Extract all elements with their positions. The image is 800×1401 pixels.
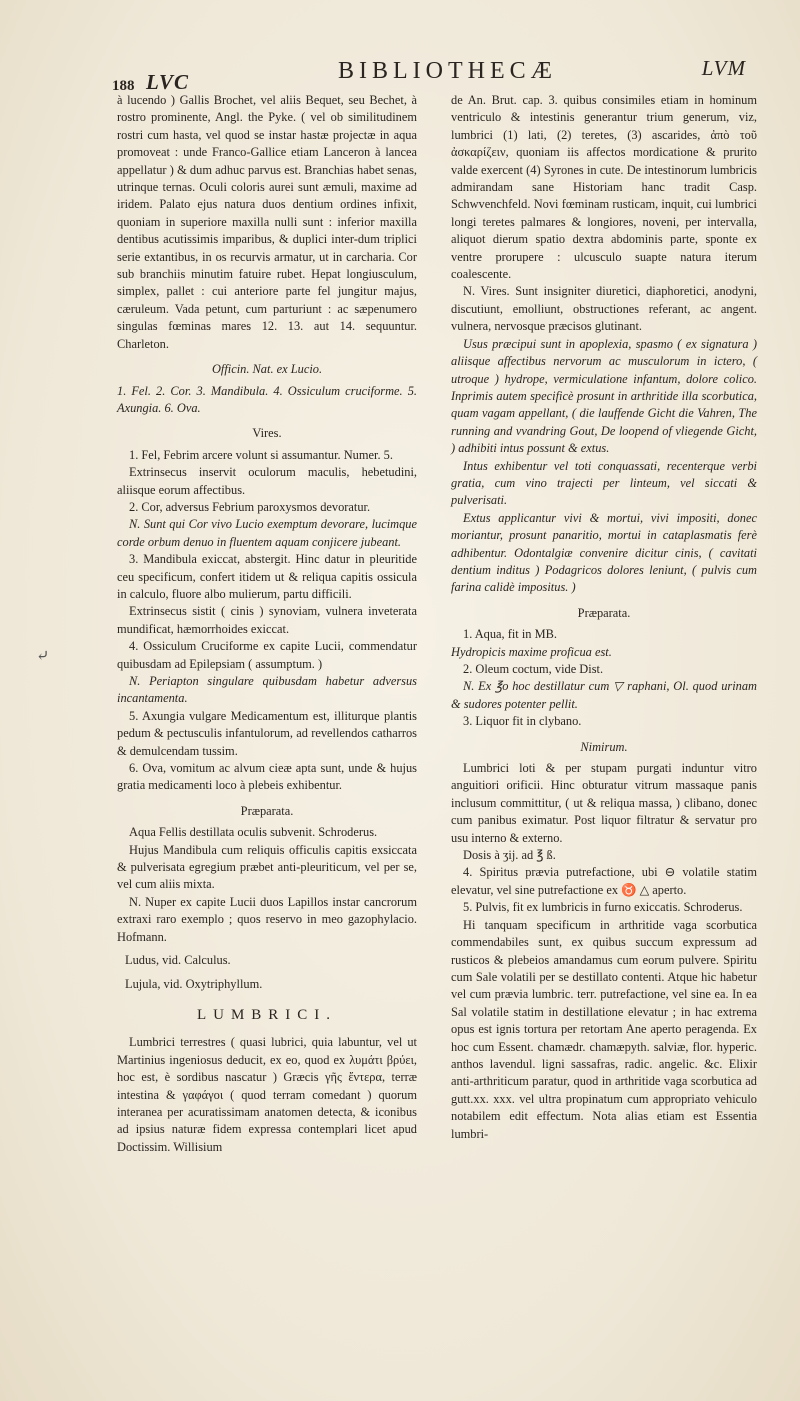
vires-note: N. Sunt qui Cor vivo Lucio exemptum devorare, lucimque corde orbum denuo in fluentem aquam conjicere jubeant. <box>117 517 417 549</box>
vires-item: Extrinsecus sistit ( cinis ) synoviam, vulnera inveterata mundificat, hæmorrhoides exiccat. <box>117 604 417 636</box>
praeparata-item: 4. Spiritus prævia putrefactione, ubi ⊖ volatile statim elevatur, vel sine putrefactione ex ♉ △ aperto. <box>451 865 757 897</box>
officina-list: 1. Fel. 2. Cor. 3. Mandibula. 4. Ossiculum cruciforme. 5. Axungia. 6. Ova. <box>117 383 417 415</box>
pike-description: à lucendo ) Gallis Brochet, vel aliis Bequet, seu Bechet, à rostro prominente, Angl. the Pyke. ( vel ob similitudinem rostri cum hasta, vel quod se instar hastæ projectæ in aqua promoveat : unde Franco-Gallice etiam Lanceron à lancea appellatur ) & dum adhuc parvus est. Branchias habet senas, utrinque ternas. Oculi coloris aurei sunt æmuli, maxime ad iridem. Palato ejus natura duos dentium ordines infixit, quoniam in superiore maxilla nulli sunt : inferior maxilla dentibus acutissimis imparibus, & duplici inter-dum triplici serie extantibus, in os recurvis armatur, ut in carcharia. Cor sub branchiis minutim fatuire rubet. Hepat longiusculum, simplex, pallet : cui anteriore parte fel jungitur majus, cæruleum. Vada petunt, cum parturiunt : ac sæpenumero singulas fœminas mares 12. 13. aut 14. sequuntur. Charleton. <box>117 93 417 351</box>
praeparata-item: Aqua Fellis destillata oculis subvenit. Schroderus. <box>129 825 378 840</box>
praeparata-heading: Præparata. <box>240 803 294 818</box>
praeparata-note: N. Nuper ex capite Lucii duos Lapillos instar cancrorum extraxi raro exemplo ; quos reservo in meo gazophylacio. Hofmann. <box>117 894 417 944</box>
praeparata-heading: Præparata. <box>577 605 631 620</box>
intus-paragraph: Intus exhibentur vel toti conquassati, recenterque verbi gratia, cum vino trajecti per linteum, vel siccati & pulverisati. <box>451 458 757 508</box>
usus-paragraph: Usus præcipui sunt in apoplexia, spasmo ( ex signatura ) aliisque affectibus nervorum ac musculorum in ictero, ( utroque ) hydrope, vermiculatione infantum, dolore colico. Inprimis autem specificè prosunt in arthritide illa scorbutica, quam vagam appellant, ( die lauffende Gicht die Vahren, The running and vvandring Gout, De loopend of vliegende Gicht, ) adhibiti intus possunt & extus. <box>451 336 757 456</box>
praeparata-item: 1. Aqua, fit in MB. <box>463 627 557 642</box>
vires-item: 3. Mandibula exiccat, abstergit. Hinc datur in pleuritide ceu specificum, confert itidem ut & reliqua capitis ossicula in calculo, fluore albo mulierum, partu difficili. <box>117 552 417 601</box>
praeparata-item: Hujus Mandibula cum reliquis officulis capitis exsiccata & pulverisata egregium præbet anti-pleuriticum, vel per se, vel cum aliis mixta. <box>117 842 417 892</box>
vires-item: 4. Ossiculum Cruciforme ex capite Lucii, commendatur quibusdam ad Epilepsiam ( assumptum. ) <box>117 639 417 671</box>
vires-item: 1. Fel, Febrim arcere volunt si assumantur. Numer. 5. <box>129 447 393 462</box>
right-column <box>451 92 757 1143</box>
closing-paragraph: Hi tanquam specificum in arthritide vaga scorbutica commendabiles sunt, ex quibus succum expressum ad rusticos & plebeios amandamus cum eorum pulvere. Spiritu cum Sale volatili per se destillato contenti. Atque hic habetur vel cum prævia lumbric. terr. putrefactione, vel sine ea. In ea Sal volatile statim in destillatione elevatur ; in hac extrema opus est ignis tortura per retortam Ane aperto peragenda. Ex hoc cum Essent. chamædr. chamæpyth. salviæ, flor. hyperic. anthos lavendul. ligni sassafras, radic. angelic. &c. Elixir anti-arthriticum paratur, quod in arthritide vaga scorbutica ad gutt.xx. xxx. vel ultra propinatum cum appropriato vehiculo notabilem edit effectum. Nota alias etiam est Essentia lumbri- <box>451 917 757 1141</box>
lumbrici-continued: de An. Brut. cap. 3. quibus consimiles etiam in hominum ventriculo & intestinis generantur trium generum, viz, lumbrici (1) lati, (2) teretes, (3) ascarides, ἀπὸ τοῦ ἀσκαρίζειν, quoniam iis affectos mordicatione & prurito valde exercent (4) Syrones in cute. De intestinorum lumbricis admirandam sane Historiam hanc tradit Casp. Schwvenchfeld. Novi fœminam rusticam, inquit, cui lumbrici longi teretes palmares & longiores, noveni, per intervalla, aliquot dierum spatio dextra abdominis parte, sponte ex ventre prorupere : ulcusculo suapte natura iterum coalescente. <box>451 93 757 282</box>
page-number: 188 <box>112 78 135 94</box>
praeparata-item: 3. Liquor fit in clybano. <box>463 714 582 729</box>
officina-heading: Officin. Nat. ex Lucio. <box>211 362 323 377</box>
running-head-left: LVC <box>146 70 190 94</box>
section-heading-lumbrici: LUMBRICI. <box>196 1006 338 1023</box>
margin-bookmark-icon: ⤶ <box>36 646 50 665</box>
cross-reference: Ludus, vid. Calculus. <box>125 953 231 968</box>
cross-reference: Lujula, vid. Oxytriphyllum. <box>125 976 263 991</box>
vires-item: 2. Cor, adversus Febrium paroxysmos devoratur. <box>129 499 371 514</box>
vires-item: 6. Ova, vomitum ac alvum cieæ apta sunt, unde & hujus gratia medicamenti loco à plebeis exhibentur. <box>117 761 417 793</box>
liquor-procedure: Lumbrici loti & per stupam purgati induntur vitro anguitiori orificii. Hinc obturatur vitrum massaque panis inclusum committitur, ( ut & reliqua massa, ) clibano, donec cum panibus eximatur. Post liquor filtratur & servatur pro usu interno & externo. <box>451 761 757 845</box>
lumbrici-description: Lumbrici terrestres ( quasi lubrici, quia labuntur, vel ut Martinius ingeniosus deducit, ex eo, quod ex λυμάτι βρύει, hoc est, è sordibus nascatur ) Græcis γῆς ἔντερα, terræ intestina & γαφάγοι ( quod terram comedant ) quorum interanea per acuratissimam anatomen detecta, & iconibus ad ipsius naturæ fidem expressa contemplari licet apud Doctissim. Willisium <box>117 1035 417 1154</box>
running-head-center: BIBLIOTHECÆ <box>338 58 557 84</box>
nimirum-heading: Nimirum. <box>580 739 628 754</box>
extus-paragraph: Extus applicantur vivi & mortui, vivi impositi, donec moriantur, prosunt panaritio, mortui in cataplasmatis ferè adhibentur. Odontalgiæ convenire dicitur cinis, ( cavitati dentium inditus ) Podagricos dolores leniunt, ( pulvis cum farina calidè impositus. ) <box>451 510 757 595</box>
vires-item: Extrinsecus inservit oculorum maculis, hebetudini, aliisque eorum affectibus. <box>117 465 417 497</box>
vires-item: 5. Axungia vulgare Medicamentum est, illiturque plantis pedum & pectusculis infantulorum, ad revellendos catharros & demulcendam tussim. <box>117 708 417 758</box>
left-column <box>117 92 417 1156</box>
praeparata-note: Hydropicis maxime proficua est. <box>451 644 612 659</box>
praeparata-item: 5. Pulvis, fit ex lumbricis in furno exiccatis. Schroderus. <box>463 900 743 915</box>
praeparata-note: N. Ex ℥o hoc destillatur cum ▽ raphani, Ol. quod urinam & sudores potenter pellit. <box>451 679 757 711</box>
praeparata-item: 2. Oleum coctum, vide Dist. <box>463 662 604 676</box>
vires-heading: Vires. <box>252 426 282 441</box>
running-header <box>112 56 746 92</box>
running-head-right: LVM <box>701 56 746 80</box>
vires-note: N. Periapton singulare quibusdam habetur adversus incantamenta. <box>117 674 417 706</box>
vires-paragraph: N. Vires. Sunt insigniter diuretici, diaphoretici, anodyni, discutiunt, emolliunt, obstructiones referant, ac angent. vulnera, nervosque præcisos glutinant. <box>451 284 757 334</box>
dosis-line: Dosis à ʒij. ad ℥ ß. <box>463 848 556 863</box>
